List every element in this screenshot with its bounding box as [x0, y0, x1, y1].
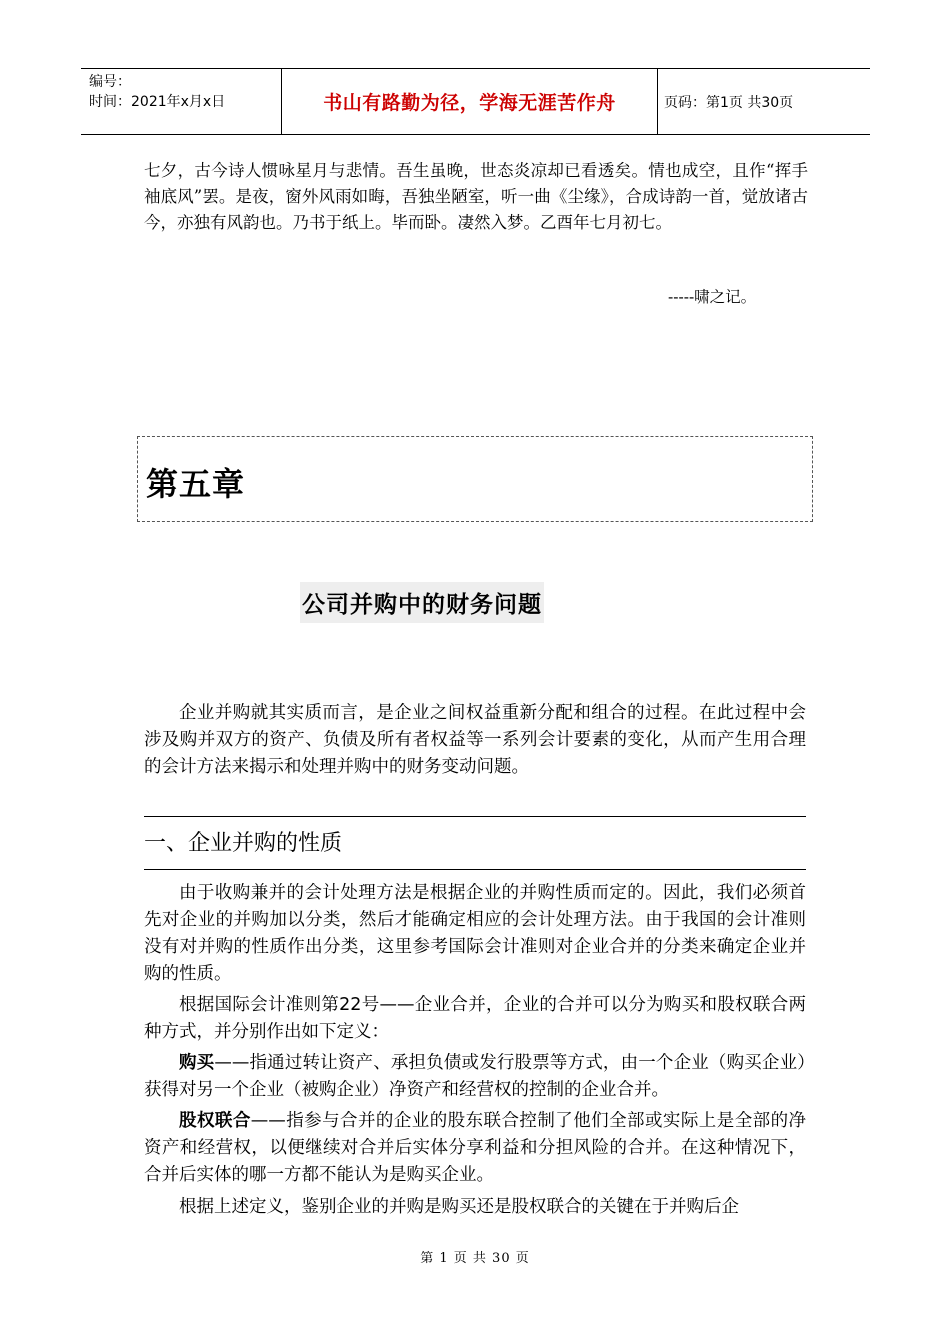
page-header: [81, 68, 870, 135]
header-motto-cell: [282, 69, 658, 134]
document-date: 时间：2021年x月x日: [89, 94, 226, 110]
definition-paragraph-pooling: [144, 1108, 806, 1189]
preface-text: 七夕，古今诗人惯咏星月与悲情。吾生虽晚，世态炎凉却已看透矣。情也成空，且作“挥手袖底风”罢。是夜，窗外风雨如晦，吾独坐陋室，听一曲《尘缘》，合成诗韵一首，觉放诸古今，亦独有风韵也。乃书于纸上。毕而卧。凄然入梦。乙酉年七月初七。: [144, 161, 808, 232]
definition-purchase: ——指通过转让资产、承担负债或发行股票等方式，由一个企业（购买企业）获得对另一个企业（被购企业）净资产和经营权的控制的企业合并。: [144, 1053, 807, 1100]
section-title: 公司并购中的财务问题: [300, 582, 544, 623]
heading-rule-bottom: [144, 869, 806, 870]
body-paragraph: 根据上述定义，鉴别企业的并购是购买还是股权联合的关键在于并购后企: [179, 1197, 739, 1217]
header-motto: 书山有路勤为径，学海无涯苦作舟: [323, 92, 616, 114]
definition-pooling: ——指参与合并的企业的股东联合控制了他们全部或实际上是全部的净资产和经营权，以便继续对合并后实体分享利益和分担风险的合并。在这种情况下，合并后实体的哪一方都不能认为是购买企业。: [144, 1111, 807, 1185]
page-footer: 第 1 页 共 30 页: [420, 1251, 530, 1266]
header-page-info: 页码：第1页 共30页: [664, 94, 794, 111]
chapter-box: [137, 436, 813, 522]
intro-paragraph: 企业并购就其实质而言，是企业之间权益重新分配和组合的过程。在此过程中会涉及购并双方的资产、负债及所有者权益等一系列会计要素的变化，从而产生用合理的会计方法来揭示和处理并购中的财务变动问题。: [144, 703, 806, 777]
body-paragraph: 根据国际会计准则第22号——企业合并，企业的合并可以分为购买和股权联合两种方式，并分别作出如下定义：: [144, 995, 806, 1042]
document-number-label: 编号：: [89, 74, 131, 90]
body-paragraph: 由于收购兼并的会计处理方法是根据企业的并购性质而定的。因此，我们必须首先对企业的并购加以分类，然后才能确定相应的会计处理方法。由于我国的会计准则没有对并购的性质作出分类，这里参考国际会计准则对企业合并的分类来确定企业并购的性质。: [144, 883, 806, 984]
term-purchase: 购买: [179, 1053, 215, 1073]
preface-signature: -----啸之记。: [668, 288, 757, 306]
definition-paragraph-purchase: [144, 1050, 806, 1104]
header-meta: [81, 69, 282, 134]
chapter-title: 第五章: [146, 465, 246, 503]
term-pooling: 股权联合: [179, 1111, 251, 1131]
subsection-title: 一、企业并购的性质: [144, 831, 343, 856]
heading-rule-top: [144, 816, 806, 817]
